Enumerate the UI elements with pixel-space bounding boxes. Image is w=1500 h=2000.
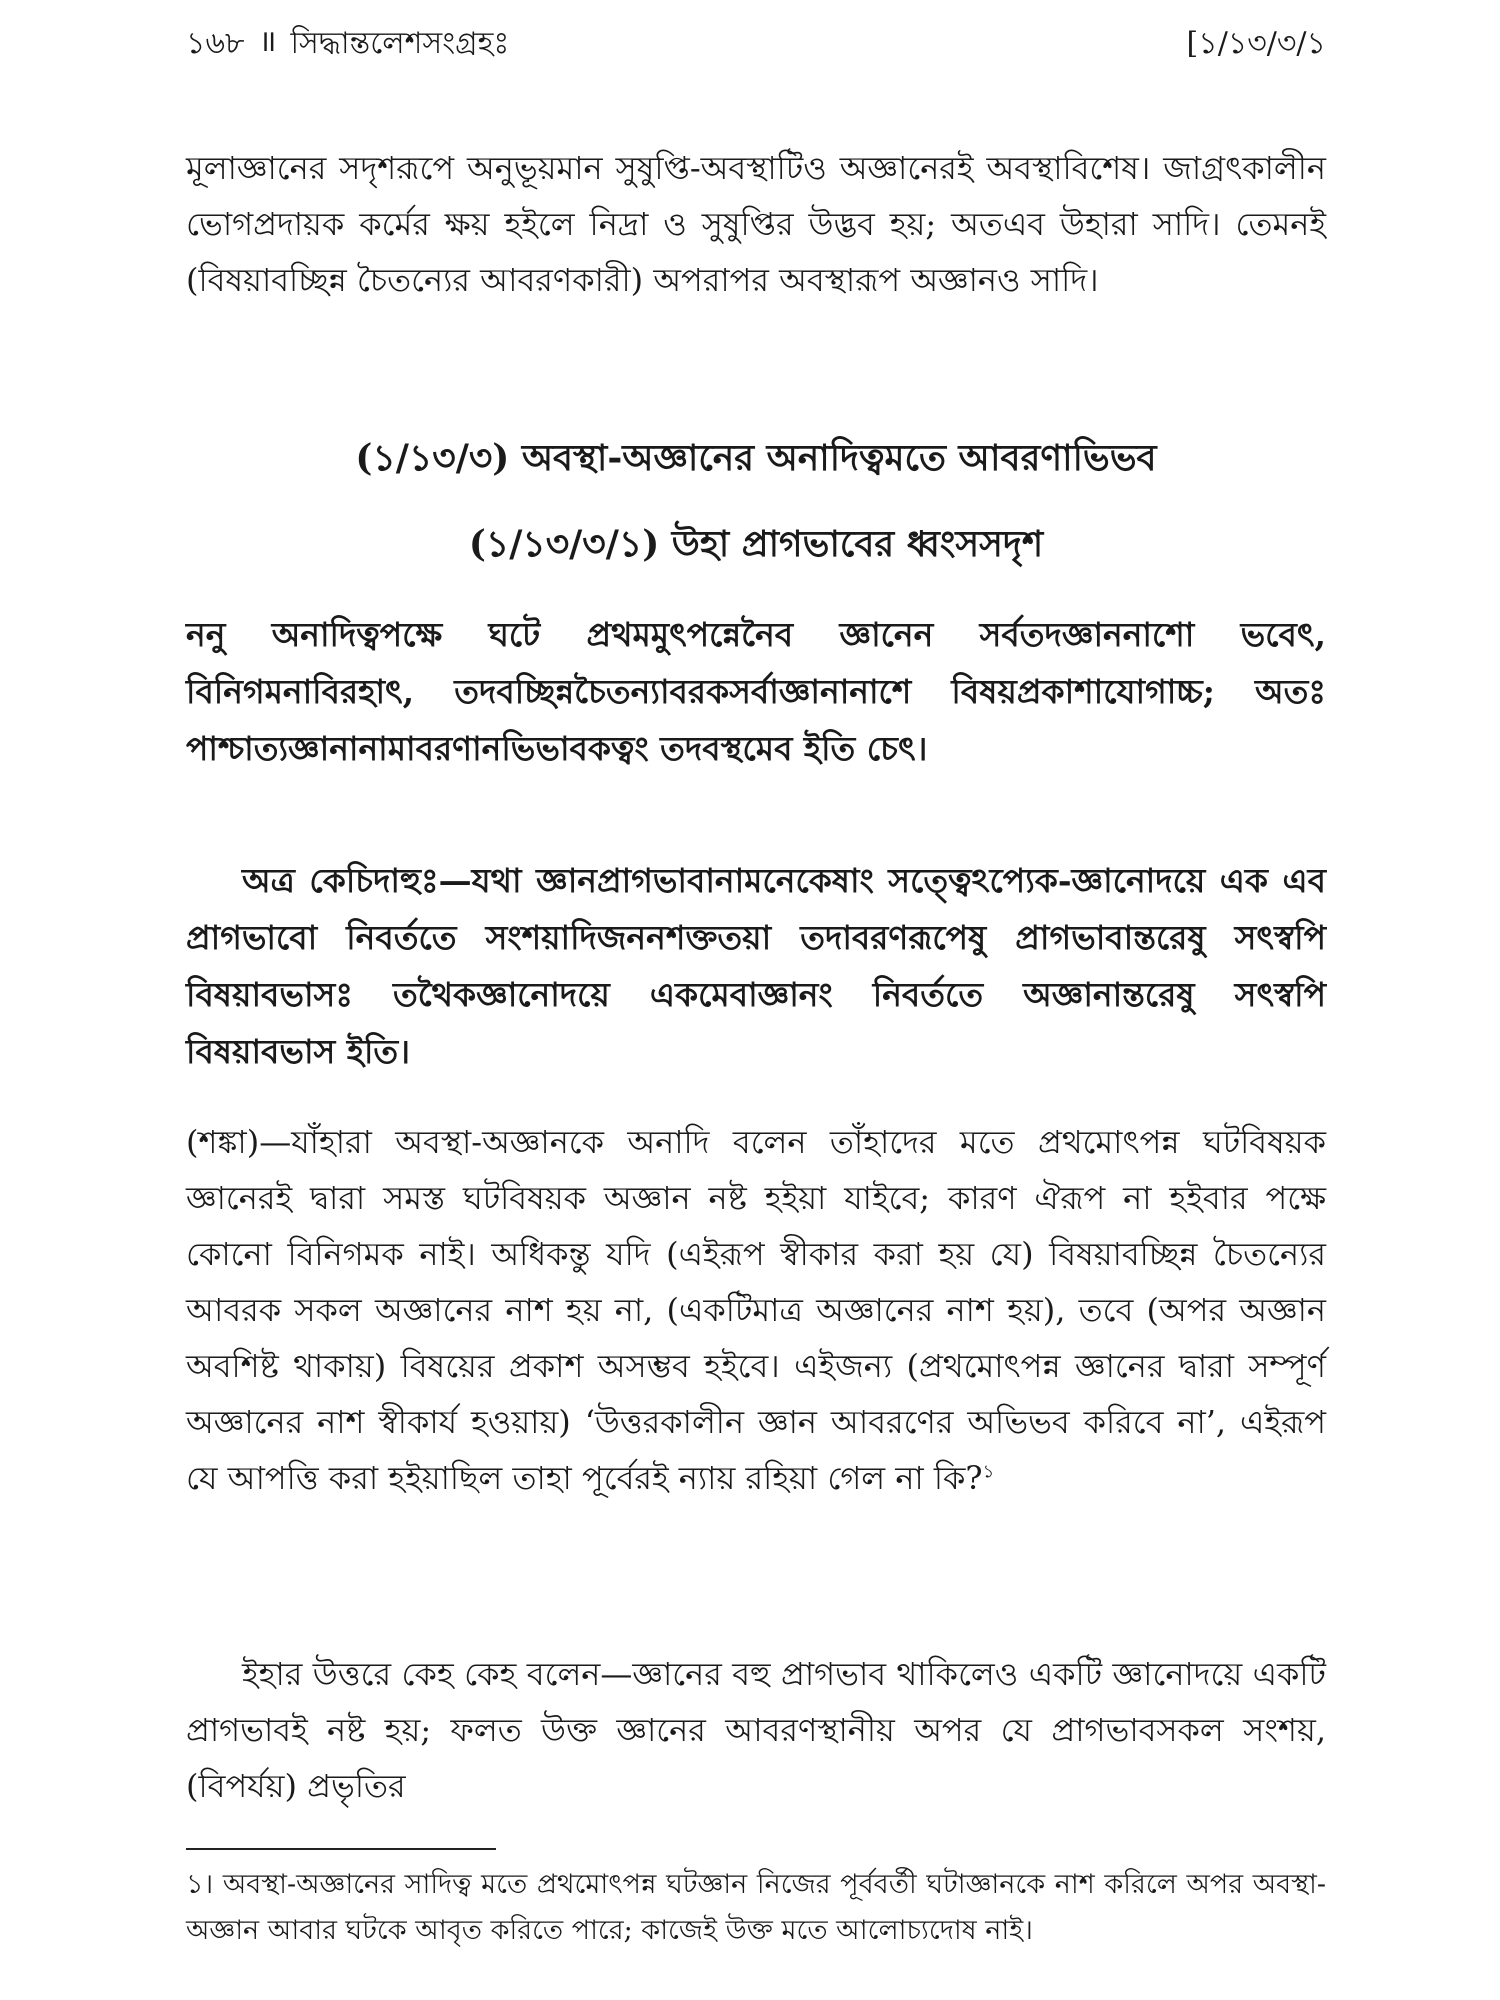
header-left	[186, 19, 509, 70]
book-page	[186, 18, 1326, 1988]
footnote-divider	[186, 1848, 496, 1850]
bengali-paragraph-1: মূলাজ্ঞানের সদৃশরূপে অনুভূয়মান সুষুপ্তি-অবস্থাটিও অজ্ঞানেরই অবস্থাবিশেষ। জাগ্রৎকালীন ভোগপ্রদায়ক কর্মের ক্ষয় হইলে নিদ্রা ও সুষুপ্তির উদ্ভব হয়; অতএব উহারা সাদি। তেমনই (বিষয়াবচ্ছিন্ন চৈতন্যের আবরণকারী) অপরাপর অবস্থারূপ অজ্ঞানও সাদি।	[186, 149, 1326, 299]
footnote-marker: ১	[982, 1461, 995, 1483]
subsection-heading: (১/১৩/৩/১) উহা প্রাগভাবের ধ্বংসসদৃশ	[468, 523, 1044, 565]
sanskrit-passage-1: ননু অনাদিত্বপক্ষে ঘটে প্রথমমুৎপন্নেনৈব জ্ঞানেন সর্বতদজ্ঞাননাশো ভবেৎ, বিনিগমনাবিরহাৎ, তদবচ্ছিন্নচৈতন্যাবরকসর্বাজ্ঞানানাশে বিষয়প্রকাশাযোগাচ্চ; অতঃ পাশ্চাত্যজ্ঞানানামাবরণানভিভাবকত্বং তদবস্থমেব ইতি চেৎ।	[186, 615, 1326, 768]
header-separator: ॥	[258, 23, 277, 59]
bengali-paragraph-3: ইহার উত্তরে কেহ কেহ বলেন—জ্ঞানের বহু প্রাগভাব থাকিলেও একটি জ্ঞানোদয়ে একটি প্রাগভাবই নষ্ট হয়; ফলত উক্ত জ্ঞানের আবরণস্থানীয় অপর যে প্রাগভাবসকল সংশয়, (বিপর্যয়) প্রভৃতির	[186, 1655, 1326, 1805]
footnote: ১। অবস্থা-অজ্ঞানের সাদিত্ব মতে প্রথমোৎপন্ন ঘটজ্ঞান নিজের পূর্ববর্তী ঘটাজ্ঞানকে নাশ করিলে অপর অবস্থা-অজ্ঞান আবার ঘটকে আবৃত করিতে পারে; কাজেই উক্ত মতে আলোচ্যদোষ নাই।	[186, 1869, 1326, 1946]
page-number: ১৬৮	[186, 25, 245, 61]
section-heading: (১/১৩/৩) অবস্থা-অজ্ঞানের অনাদিত্বমতে আবরণাভিভব	[355, 437, 1157, 479]
book-title: সিদ্ধান্তলেশসংগ্রহঃ	[290, 25, 510, 61]
paragraph-2-text: (শঙ্কা)—যাঁহারা অবস্থা-অজ্ঞানকে অনাদি বলেন তাঁহাদের মতে প্রথমোৎপন্ন ঘটবিষয়ক জ্ঞানেরই দ্বারা সমস্ত ঘটবিষয়ক অজ্ঞান নষ্ট হইয়া যাইবে; কারণ ঐরূপ না হইবার পক্ষে কোনো বিনিগমক নাই। অধিকন্তু যদি (এইরূপ স্বীকার করা হয় যে) বিষয়াবচ্ছিন্ন চৈতন্যের আবরক সকল অজ্ঞানের নাশ হয় না, (একটিমাত্র অজ্ঞানের নাশ হয়), তবে (অপর অজ্ঞান অবশিষ্ট থাকায়) বিষয়ের প্রকাশ অসম্ভব হইবে। এইজন্য (প্রথমোৎপন্ন জ্ঞানের দ্বারা সম্পূর্ণ অজ্ঞানের নাশ স্বীকার্য হওয়ায়) ‘উত্তরকালীন জ্ঞান আবরণের অভিভব করিবে না’, এইরূপ যে আপত্তি করা হইয়াছিল তাহা পূর্বেরই ন্যায় রহিয়া গেল না কি?	[186, 1123, 1326, 1497]
sanskrit-passage-2: অত্র কেচিদাহুঃ—যথা জ্ঞানপ্রাগভাবানামনেকেষাং সত্ত্বেঽপ্যেক-জ্ঞানোদয়ে এক এব প্রাগভাবো নিবর্ততে সংশয়াদিজননশক্ততয়া তদাবরণরূপেষু প্রাগভাবান্তরেষু সৎস্বপি বিষয়াবভাসঃ তথৈকজ্ঞানোদয়ে একমেবাজ্ঞানং নিবর্ততে অজ্ঞানান্তরেষু সৎস্বপি বিষয়াবভাস ইতি।	[186, 861, 1326, 1071]
section-reference: [১/১৩/৩/১	[1186, 25, 1326, 61]
bengali-paragraph-2	[186, 1114, 1326, 1506]
running-header	[186, 22, 1326, 66]
